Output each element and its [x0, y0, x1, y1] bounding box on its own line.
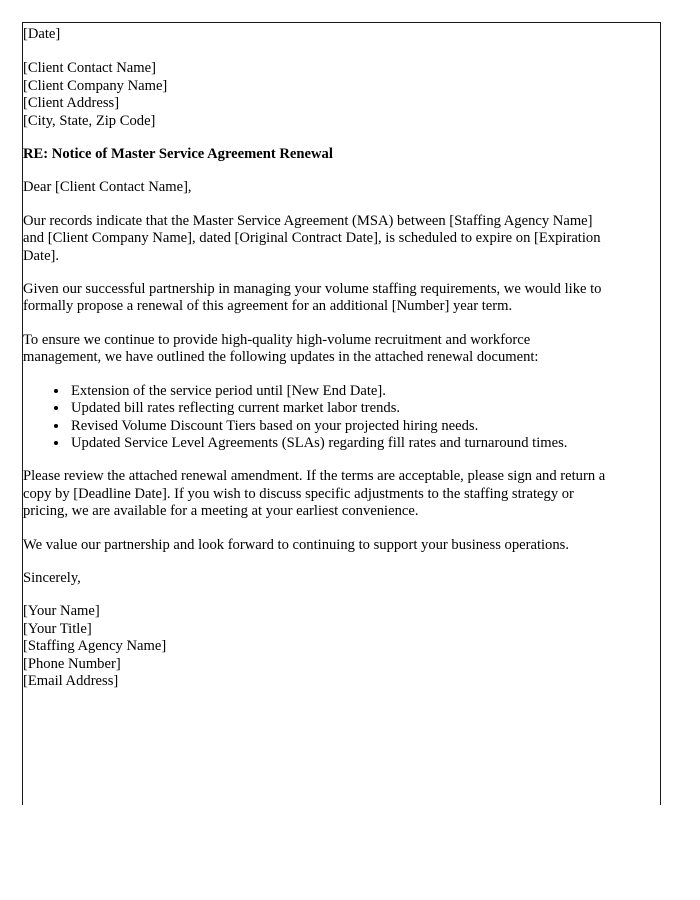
signature-block: [23, 603, 607, 690]
date-line: [23, 26, 607, 43]
date-placeholder: [Date]: [23, 26, 61, 42]
spacer-after-para-2: [23, 316, 607, 332]
address-line-3: [Client Address]: [23, 95, 120, 112]
signature-email: [Email Address]: [23, 672, 119, 689]
spacer-after-list: [23, 452, 607, 468]
spacer-after-signoff: [23, 587, 607, 603]
letter-body: [23, 26, 607, 690]
list-item: • Updated bill rates reflecting current market labor trends.: [69, 400, 607, 417]
closing-paragraph-2: We value our partnership and look forward to continuing to support your business operations.: [23, 536, 569, 553]
spacer-before-list: [23, 367, 607, 383]
list-item: • Extension of the service period until [New End Date].: [69, 383, 607, 400]
renewal-updates-list: [23, 383, 607, 453]
address-line-1: [Client Contact Name]: [23, 60, 156, 77]
spacer-after-salutation: [23, 197, 607, 213]
closing-paragraph-1: Please review the attached renewal amendment. If the terms are acceptable, please sign and return a copy by [Deadline Date]. If you wish to discuss specific adjustments to the staffing strategy or pricing, we are available for a meeting at your earliest convenience.: [23, 468, 606, 520]
body-paragraph-2: Given our successful partnership in managing your volume staffing requirements, we would like to formally propose a renewal of this agreement for an additional [Number] year term.: [23, 281, 602, 315]
spacer-after-closing-1: [23, 521, 607, 537]
spacer-after-subject: [23, 163, 607, 179]
spacer-after-para-1: [23, 265, 607, 281]
list-item: • Updated Service Level Agreements (SLAs) regarding fill rates and turnaround times.: [69, 435, 607, 452]
recipient-address-block: [23, 60, 607, 130]
signature-name: [Your Name]: [23, 603, 100, 620]
body-paragraph-3: To ensure we continue to provide high-quality high-volume recruitment and workforce management, we have outlined the following updates in the attached renewal document:: [23, 331, 539, 366]
spacer-after-address: [23, 130, 607, 146]
spacer-before-signoff: [23, 554, 607, 570]
list-item: • Revised Volume Discount Tiers based on your projected hiring needs.: [69, 418, 607, 435]
body-paragraph-1: Our records indicate that the Master Service Agreement (MSA) between [Staffing Agency Name] and [Client Company Name], dated [Original Contract Date], is scheduled to expire on [Expiration Date].: [23, 212, 601, 264]
signature-title: [Your Title]: [23, 620, 92, 637]
spacer-after-date: [23, 43, 607, 60]
signature-company: [Staffing Agency Name]: [23, 638, 167, 655]
address-line-4: [City, State, Zip Code]: [23, 112, 156, 129]
subject-line: RE: Notice of Master Service Agreement Renewal: [23, 146, 333, 163]
address-line-2: [Client Company Name]: [23, 77, 168, 94]
sign-off: Sincerely,: [23, 569, 81, 586]
signature-phone: [Phone Number]: [23, 655, 121, 672]
salutation: Dear [Client Contact Name],: [23, 179, 192, 196]
